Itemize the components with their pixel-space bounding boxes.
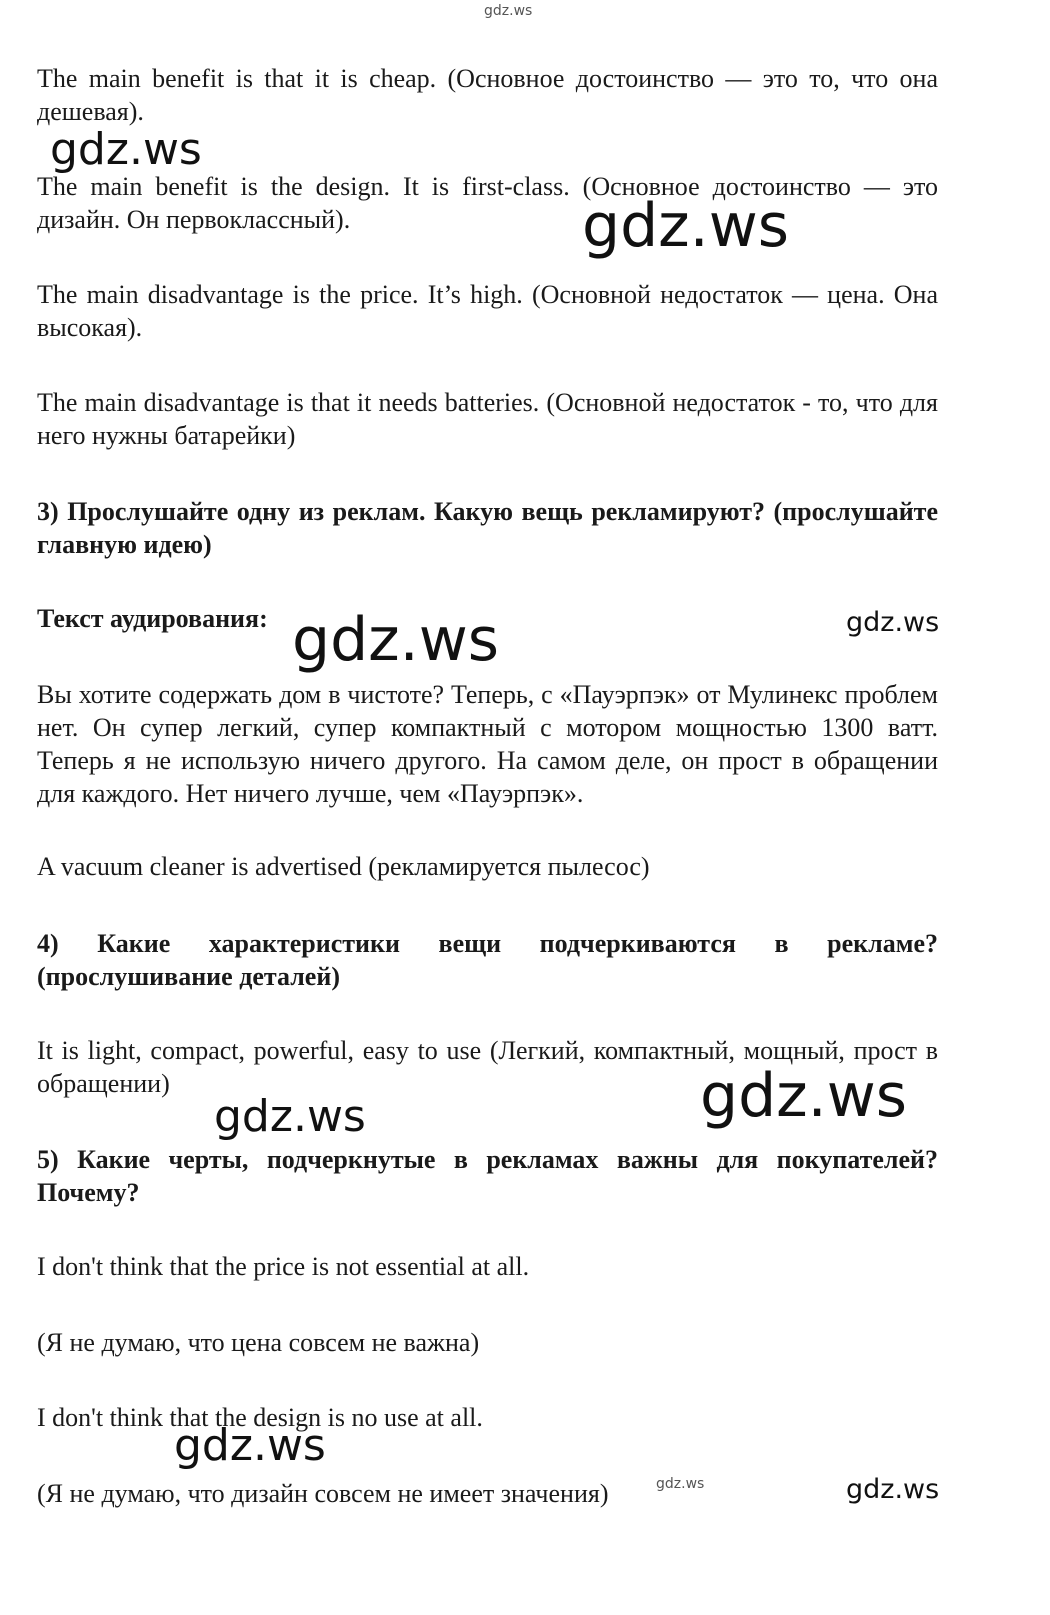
watermark: gdz.ws <box>214 1091 366 1142</box>
paragraph-characteristics: It is light, compact, powerful, easy to use (Легкий, компактный, мощный, прост в обращении) <box>37 1036 938 1098</box>
watermark: gdz.ws <box>582 191 790 261</box>
heading-task-5: 5) Какие черты, подчеркнутые в рекламах важны для покупателей? Почему? <box>37 1145 938 1207</box>
watermark: gdz.ws <box>484 3 533 19</box>
paragraph-vacuum-cleaner: A vacuum cleaner is advertised (рекламируется пылесос) <box>37 852 650 881</box>
paragraph-main-benefit-design: The main benefit is the design. It is first-class. (Основное достоинство — это дизайн. Он первоклассный). <box>37 172 938 234</box>
paragraph-listening-text: Вы хотите содержать дом в чистоте? Теперь, с «Пауэрпэк» от Мулинекс проблем нет. Он супер легкий, супер компактный с мотором мощностью 1300 ватт. Теперь я не использую ничего другого. На самом деле, он прост в обращении для каждого. Нет ничего лучше, чем «Пауэрпэк». <box>37 680 938 808</box>
paragraph-price-translation: (Я не думаю, что цена совсем не важна) <box>37 1328 480 1357</box>
watermark: gdz.ws <box>174 1420 326 1471</box>
watermark: gdz.ws <box>50 124 202 175</box>
watermark: gdz.ws <box>846 607 940 638</box>
paragraph-main-disadvantage-batteries: The main disadvantage is that it needs batteries. (Основной недостаток - то, что для него нужны батарейки) <box>37 388 938 450</box>
paragraph-price-essential: I don't think that the price is not essential at all. <box>37 1252 530 1281</box>
paragraph-main-benefit-cheap: The main benefit is that it is cheap. (Основное достоинство — это то, что она дешевая). <box>37 64 938 126</box>
heading-listening-text: Текст аудирования: <box>37 604 268 633</box>
watermark: gdz.ws <box>700 1061 908 1131</box>
watermark: gdz.ws <box>846 1474 940 1505</box>
paragraph-main-disadvantage-price: The main disadvantage is the price. It’s high. (Основной недостаток — цена. Она высокая). <box>37 280 938 342</box>
paragraph-design-use: I don't think that the design is no use at all. <box>37 1403 483 1432</box>
heading-task-3: 3) Прослушайте одну из реклам. Какую вещь рекламируют? (прослушайте главную идею) <box>37 497 938 559</box>
heading-task-4: 4) Какие характеристики вещи подчеркиваются в рекламе? (прослушивание деталей) <box>37 929 938 991</box>
paragraph-design-translation: (Я не думаю, что дизайн совсем не имеет значения) <box>37 1479 609 1508</box>
watermark: gdz.ws <box>656 1476 705 1492</box>
watermark: gdz.ws <box>292 605 500 675</box>
